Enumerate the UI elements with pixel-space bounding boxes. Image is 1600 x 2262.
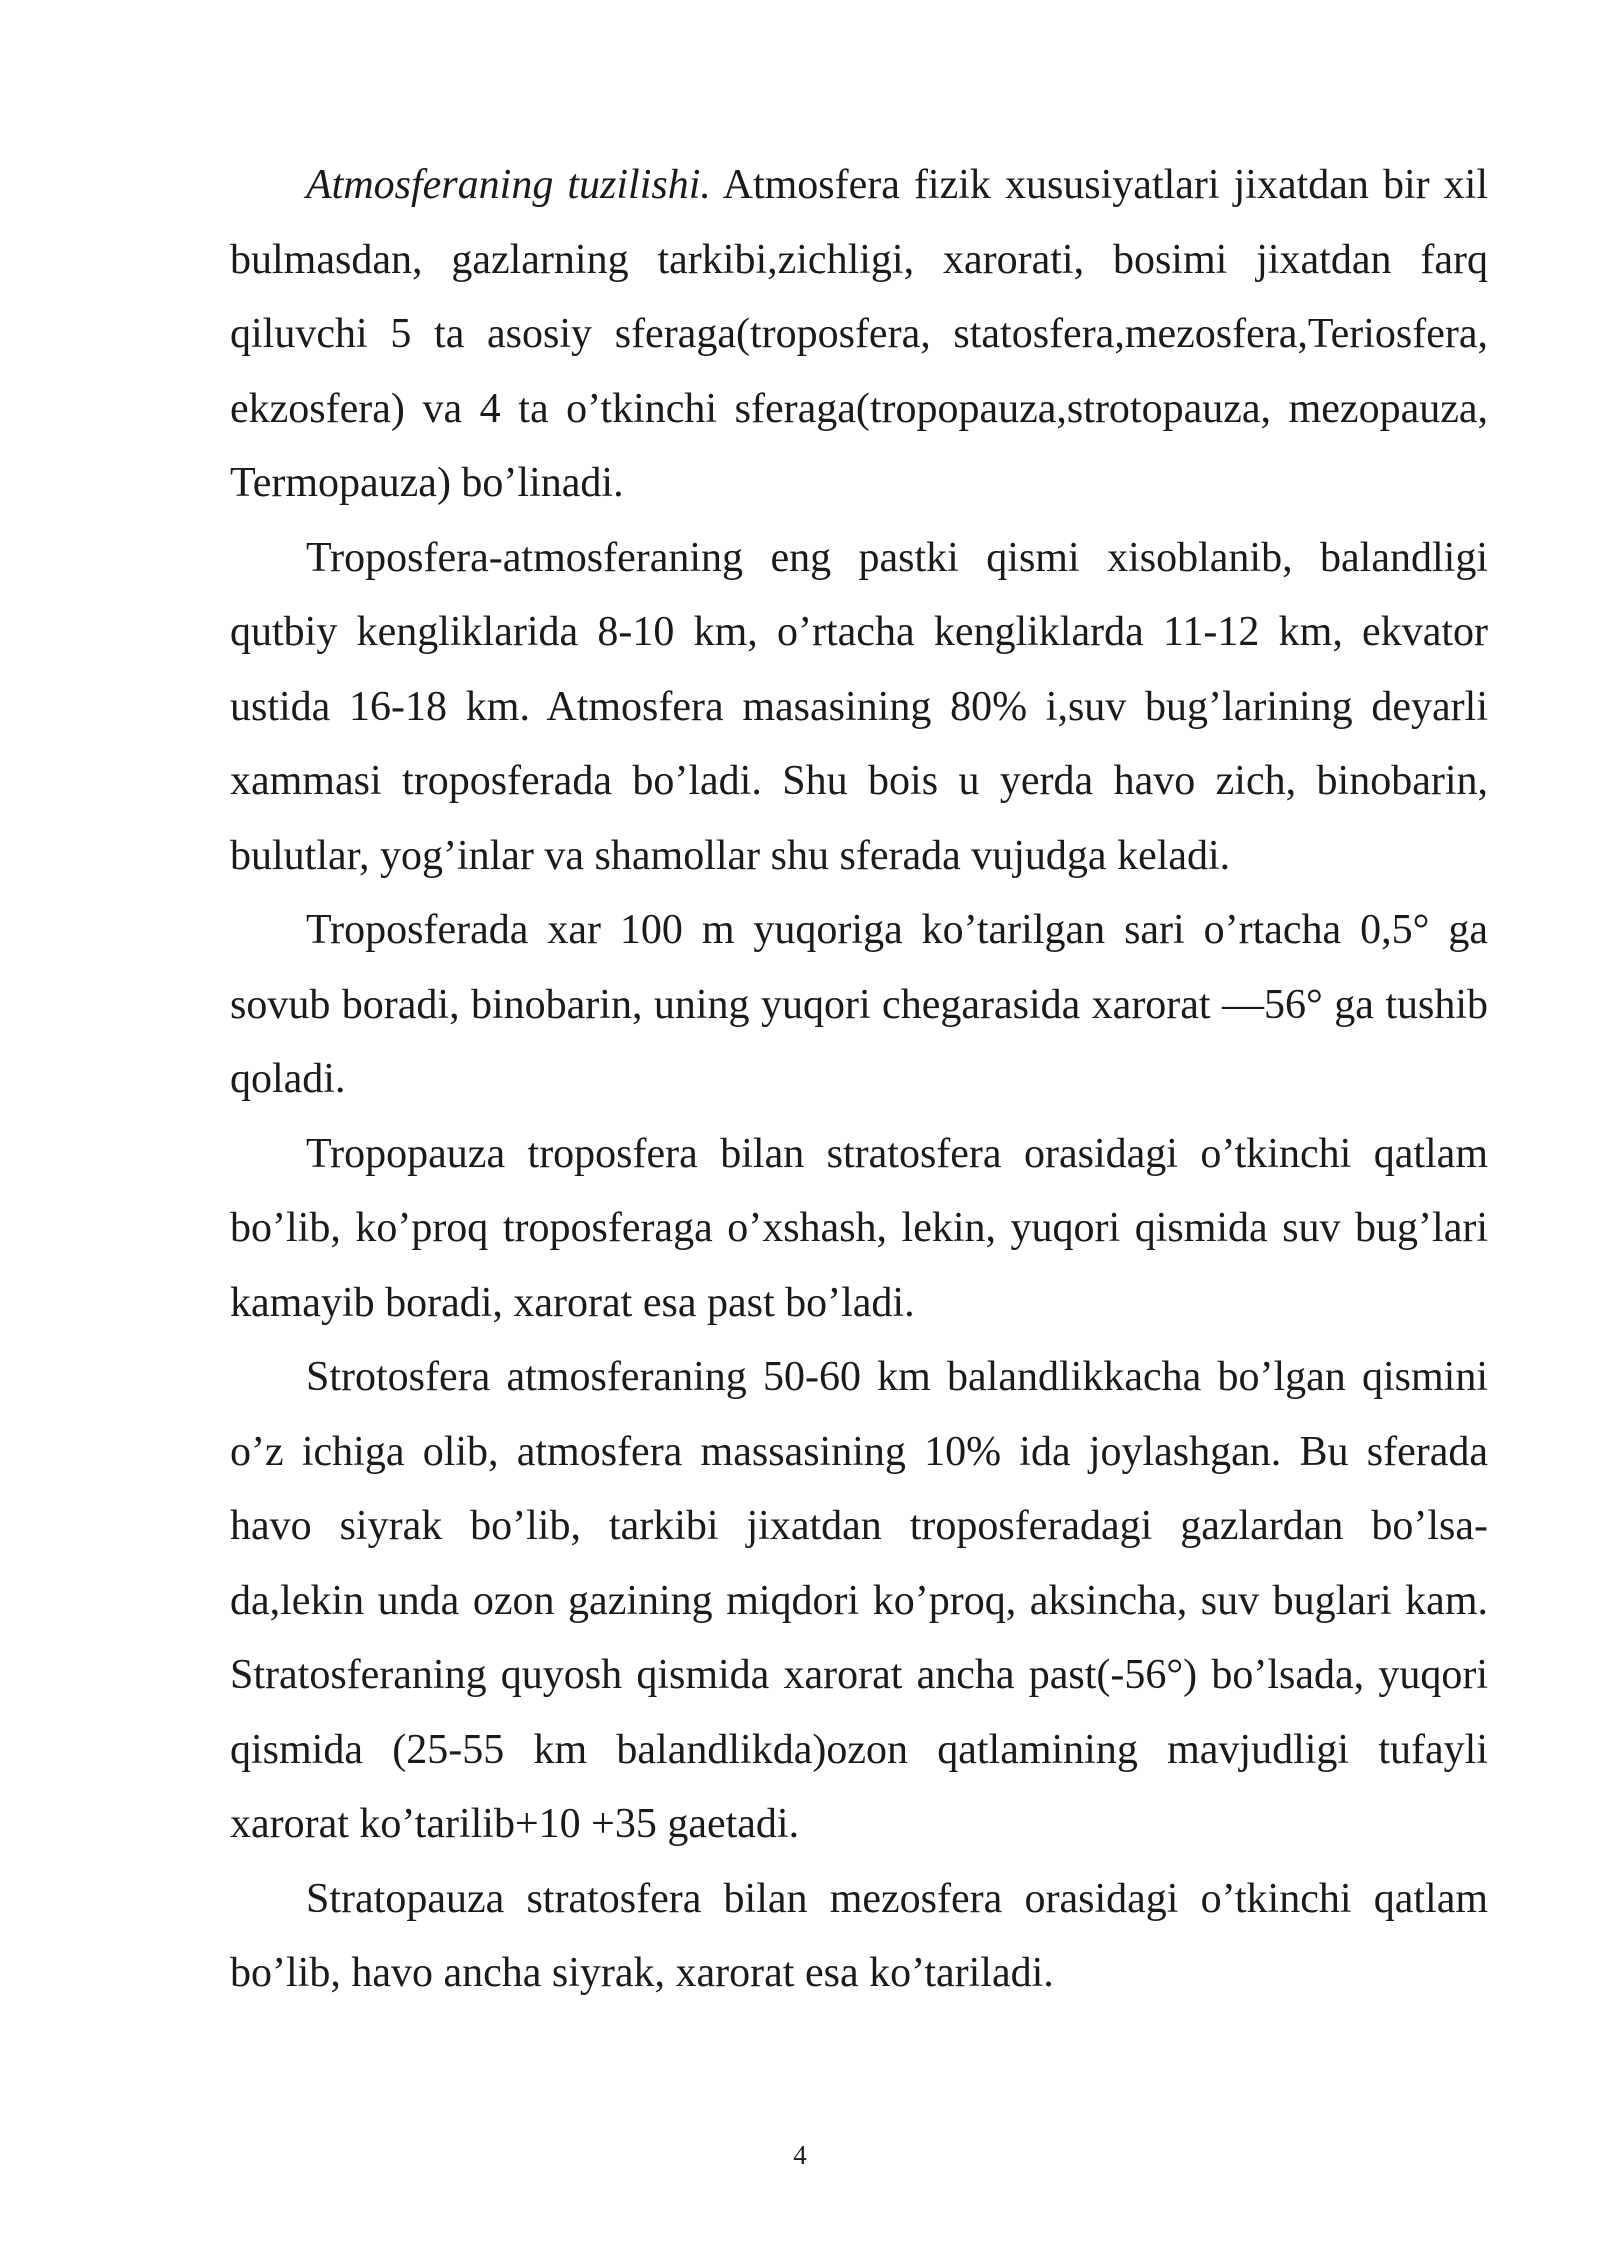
paragraph-stratopause: Stratopauza stratosfera bilan mezosfera orasidagi o’tkinchi qatlam bo’lib, havo ancha siyrak, xarorat esa ko’tariladi. [230, 1875, 1488, 1996]
paragraph-stratosphere: Strotosfera atmosferaning 50-60 km balandlikkacha bo’lgan qismini o’z ichiga olib, atmosfera massasining 10% ida joylashgan. Bu sferada havo siyrak bo’lib, tarkibi jixatdan troposferadagi gazlardan bo’lsa-da,lekin unda ozon gazining miqdori ko’proq, aksincha, suv buglari kam. Stratosferaning quyosh qismida xarorat ancha past(-56°) bo’lsada, yuqori qismida (25-55 km balandlikda)ozon qatlamining mavjudligi tufayli xarorat ko’tarilib+10 +35 gaetadi. [230, 1354, 1488, 1847]
document-body [230, 148, 1488, 2011]
paragraph-atmosphere-structure [230, 148, 1488, 521]
paragraph-lead-heading: Atmosferaning tuzilishi. [306, 162, 711, 208]
page-number: 4 [793, 2140, 807, 2170]
paragraph-troposphere: Troposfera-atmosferaning eng pastki qismi xisoblanib, balandligi qutbiy kengliklarida 8-10 km, o’rtacha kengliklarda 11-12 km, ekvator ustida 16-18 km. Atmosfera masasining 80% i,suv bug’larining deyarli xammasi troposferada bo’ladi. Shu bois u yerda havo zich, binobarin, bulutlar, yog’inlar va shamollar shu sferada vujudga keladi. [230, 534, 1488, 879]
paragraph-troposphere-temperature: Troposferada xar 100 m yuqoriga ko’tarilgan sari o’rtacha 0,5° ga sovub boradi, binobarin, uning yuqori chegarasida xarorat —56° ga tushib qoladi. [230, 907, 1488, 1102]
paragraph-text: Atmosfera fizik xususiyatlari jixatdan bir xil bulmasdan, gazlarning tarkibi,zichligi, xarorati, bosimi jixatdan farq qiluvchi 5 ta asosiy sferaga(troposfera, statosfera,mezosfera,Teriosfera, ekzosfera) va 4 ta o’tkinchi sferaga(tropopauza,strotopauza, mezopauza, Termopauza) bo’linadi. [230, 162, 1488, 506]
paragraph-tropopause: Tropopauza troposfera bilan stratosfera orasidagi o’tkinchi qatlam bo’lib, ko’proq troposferaga o’xshash, lekin, yuqori qismida suv bug’lari kamayib boradi, xarorat esa past bo’ladi. [230, 1130, 1488, 1326]
